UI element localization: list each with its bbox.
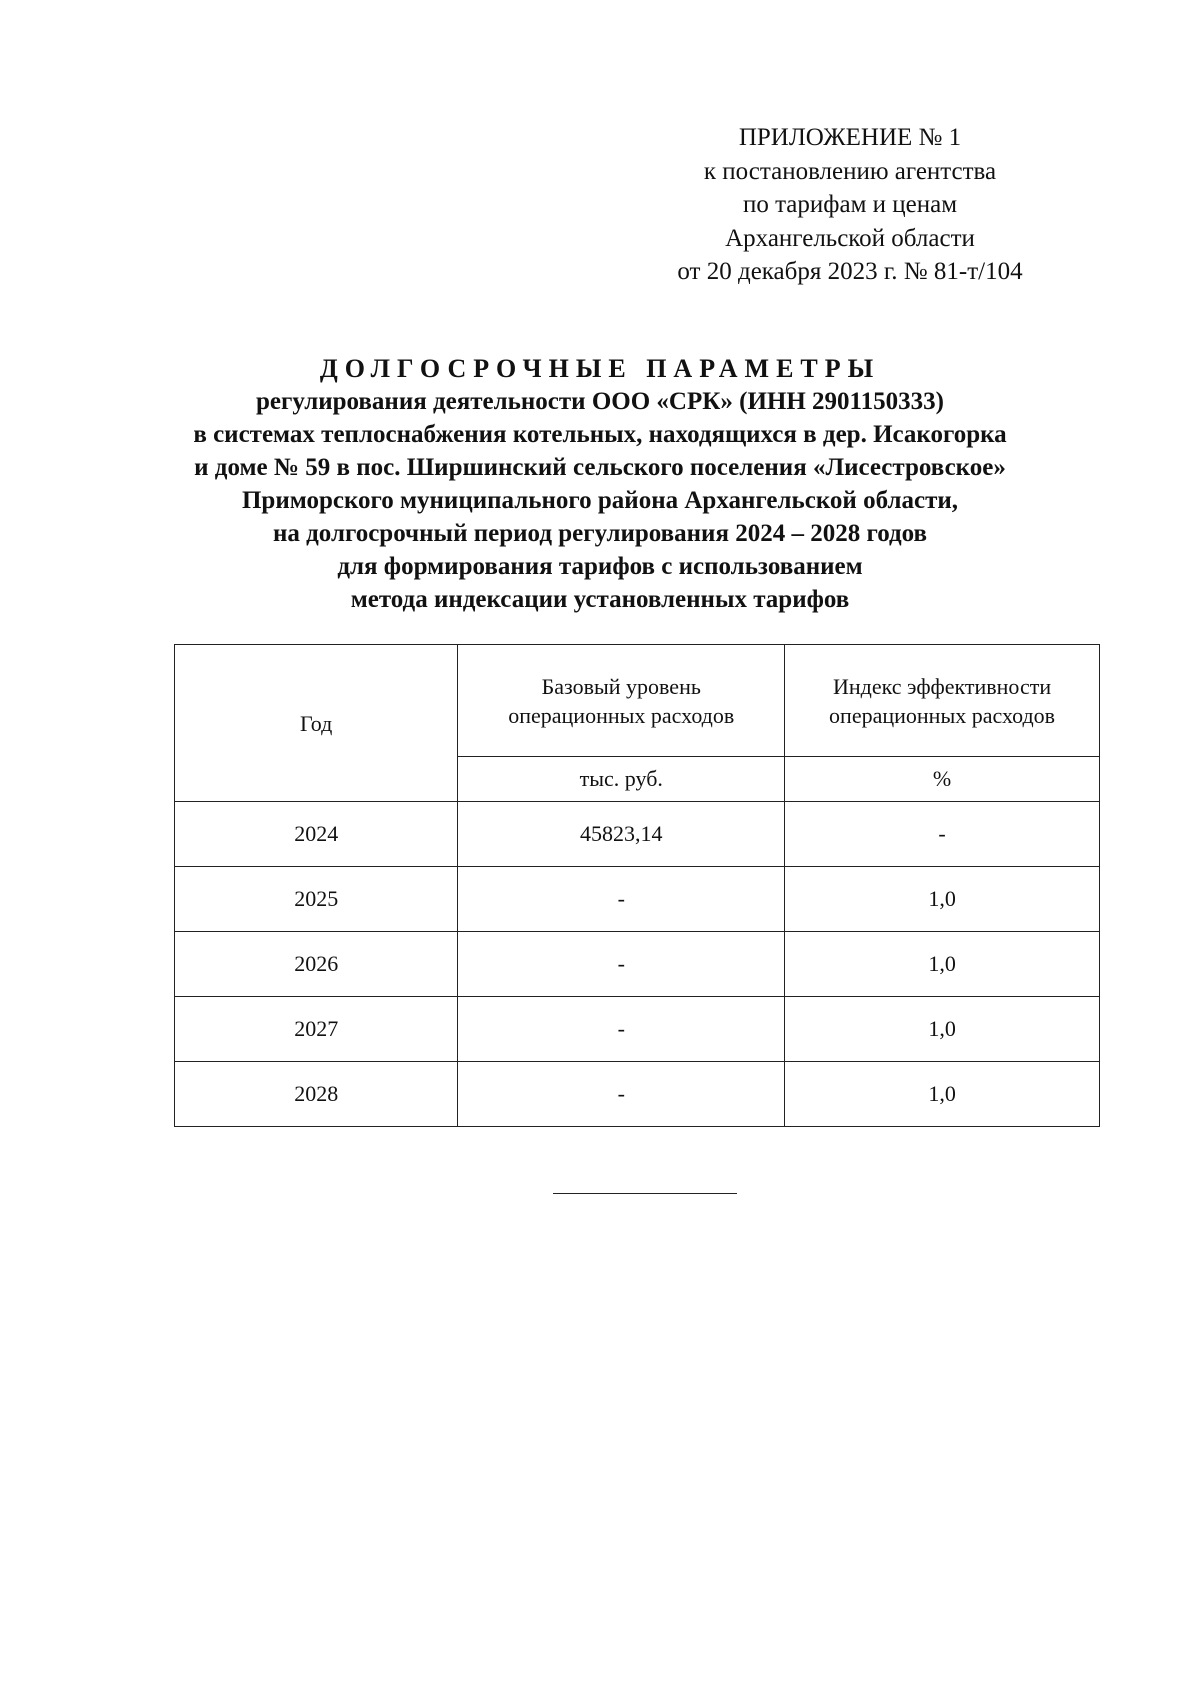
cell-index: 1,0 [785,1062,1100,1127]
cell-base: - [458,997,785,1062]
title-heading: ДОЛГОСРОЧНЫЕ ПАРАМЕТРЫ [319,354,881,383]
header-base-level [458,645,785,757]
header-efficiency-index [785,645,1100,757]
cell-index: 1,0 [785,997,1100,1062]
cell-year: 2025 [175,867,458,932]
title-line: для формирования тарифов с использованием [337,553,863,580]
header-year: Год [175,645,458,802]
appendix-line: к постановлению агентства [703,157,997,185]
title-line: на долгосрочный период регулирования 2024 – 2028 годов [272,520,928,547]
table-row [175,932,1100,997]
title-line: в системах теплоснабжения котельных, находящихся в дер. Исакогорка [193,421,1007,448]
header-index-line: операционных расходов [829,702,1056,728]
table-row [175,997,1100,1062]
appendix-date-number: от 20 декабря 2023 г. № 81-т/104 [677,258,1023,285]
appendix-number: ПРИЛОЖЕНИЕ № 1 [738,124,962,151]
title-line: метода индексации установленных тарифов [350,586,850,613]
header-index-line: Индекс эффективности [832,673,1052,699]
document-title [150,352,1050,616]
appendix-line: по тарифам и ценам [742,191,958,218]
cell-year: 2028 [175,1062,458,1127]
cell-year: 2024 [175,802,458,867]
parameters-table [174,644,1100,1127]
appendix-line: Архангельской области [725,224,975,252]
cell-year: 2027 [175,997,458,1062]
table-row [175,802,1100,867]
cell-index: 1,0 [785,932,1100,997]
appendix-block [580,121,1120,289]
title-line: регулирования деятельности ООО «СРК» (ИНН 2901150333) [255,388,944,415]
title-line: Приморского муниципального района Архангельской области, [241,487,959,514]
header-base-level-line: Базовый уровень [541,673,701,699]
table-row [175,867,1100,932]
cell-base: - [458,1062,785,1127]
cell-index: - [785,802,1100,867]
cell-index: 1,0 [785,867,1100,932]
cell-base: - [458,867,785,932]
unit-base: тыс. руб. [458,757,785,802]
cell-year: 2026 [175,932,458,997]
cell-base: 45823,14 [458,802,785,867]
unit-index: % [785,757,1100,802]
closing-rule [553,1193,737,1194]
table-row [175,1062,1100,1127]
title-line: и доме № 59 в пос. Ширшинский сельского поселения «Лисестровское» [194,454,1006,481]
cell-base: - [458,932,785,997]
table-header-row [175,645,1100,757]
header-base-level-line: операционных расходов [508,702,735,728]
